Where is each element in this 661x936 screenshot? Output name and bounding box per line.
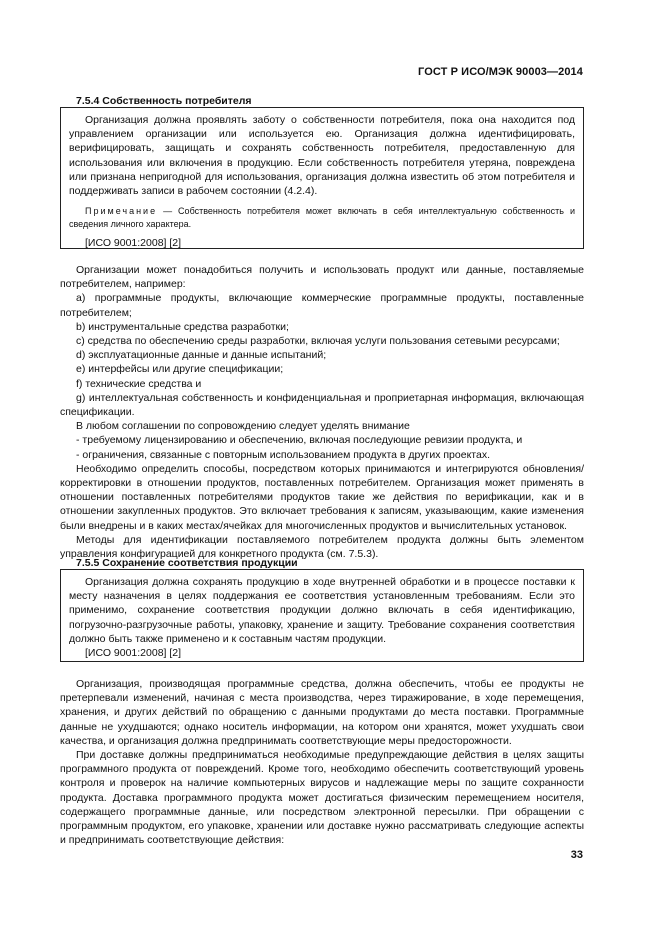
list-item: - ограничения, связанные с повторным использованием продукта в других проектах.: [76, 448, 490, 461]
methods-paragraph: Необходимо определить способы, посредством которых принимаются и интегрируются обновления/корректировки в отношении продуктов, поставленных потребителем. Организация может применять в отношении поставленных потребителями продуктов такие же действия по верификации, как и в отношении закупленных продуктов. Это включает требования к записям, указывающим, какие изменения были внедрены и в каких местах/ячейках для многочисленных продуктов и вычислительных установок.: [60, 462, 584, 532]
note: [69, 205, 575, 230]
requirement-text: Организация должна сохранять продукцию в ходе внутренней обработки и в процессе поставки к месту назначения в целях поддержания ее соответствия установленным требованиям. Если это применимо, сохранение соответствия продукции должно включать в себя идентификацию, погрузочно-разгрузочные работы, упаковку, хранение и защиту. Требование сохранения соответствия должно быть также применено и к составным частям продукции.: [69, 576, 575, 645]
iso-reference: [ИСО 9001:2008] [2]: [85, 647, 182, 660]
paragraph: Организация, производящая программные средства, должна обеспечить, чтобы ее продукты не претерпевали изменений, начиная с места производства, через тиражирование, в ходе перемещения, хранения, и других действий по обращению с данными продуктами до места поставки. Программные данные не ухудшаются; однако носитель информации, на котором они хранятся, может ухудшать свои качества, и организация должна предпринимать соответствующие меры предосторожности.: [60, 678, 584, 747]
requirement-box-7-5-5: [60, 569, 584, 662]
section-title-7-5-5: 7.5.5 Сохранение соответствия продукции: [76, 557, 298, 569]
list-item: с) средства по обеспечению среды разработки, включая услуги пользования сетевыми ресурсами;: [76, 335, 560, 348]
list-item: а) программные продукты, включающие коммерческие программные продукты, поставленные потребителем;: [60, 292, 584, 319]
section-title-7-5-4: 7.5.4 Собственность потребителя: [76, 95, 252, 107]
body-text-1: [60, 263, 584, 561]
list-item: - требуемому лицензированию и обеспечению, включая последующие ревизии продукта, и: [76, 434, 523, 447]
list-item: f) технические средства и: [76, 377, 202, 390]
list-item: d) эксплуатационные данные и данные испытаний;: [76, 349, 327, 362]
configuration-paragraph: Методы для идентификации поставляемого потребителем продукта должны быть элементом управления конфигурацией для конкретного продукта (см. 7.5.3).: [60, 533, 584, 561]
note-label: Примечание: [85, 206, 158, 217]
list-item: b) инструментальные средства разработки;: [76, 320, 289, 333]
licensing-intro: В любом соглашении по сопровождению следует уделять внимание: [76, 420, 410, 433]
note-text: — Собственность потребителя может включать в себя интеллектуальную собственность и сведения личного характера.: [69, 206, 575, 229]
standard-header: ГОСТ Р ИСО/МЭК 90003—2014: [418, 66, 583, 78]
page-number: 33: [570, 849, 583, 861]
body-text-2: [60, 677, 584, 847]
list-item: g) интеллектуальная собственность и конфиденциальная и проприетарная информация, включающая спецификации.: [60, 391, 584, 419]
requirement-box-7-5-4: [60, 107, 584, 249]
iso-reference: [ИСО 9001:2008] [2]: [85, 237, 182, 250]
list-item: е) интерфейсы или другие спецификации;: [76, 363, 284, 376]
paragraph: При доставке должны предприниматься необходимые предупреждающие действия в целях защиты программного продукта от повреждений. Кроме того, необходимо обеспечить соответствующий уровень контроля и проверок на наличие компьютерных вирусов и надлежащие меры по защите сохранности продукта. Доставка программного продукта может достигаться физическим перемещением носителя, содержащего программные данные, или посредством электронной пересылки. При обращении с программным продуктом, его упаковке, хранении или доставке нужно рассматривать следующие аспекты и предпринимать соответствующие действия:: [60, 749, 584, 847]
requirement-text: Организация должна проявлять заботу о собственности потребителя, пока она находится под управлением организации или используется ею. Организация должна идентифицировать, верифицировать, защищать и сохранять собственность потребителя, предоставленную для использования или включения в продукцию. Если собственность потребителя утеряна, повреждена или признана непригодной для использования, организация должна известить об этом потребителя и поддерживать записи в рабочем состоянии (4.2.4).: [69, 114, 575, 198]
intro-paragraph: Организации может понадобиться получить и использовать продукт или данные, поставляемые потребителем, например:: [60, 264, 584, 291]
